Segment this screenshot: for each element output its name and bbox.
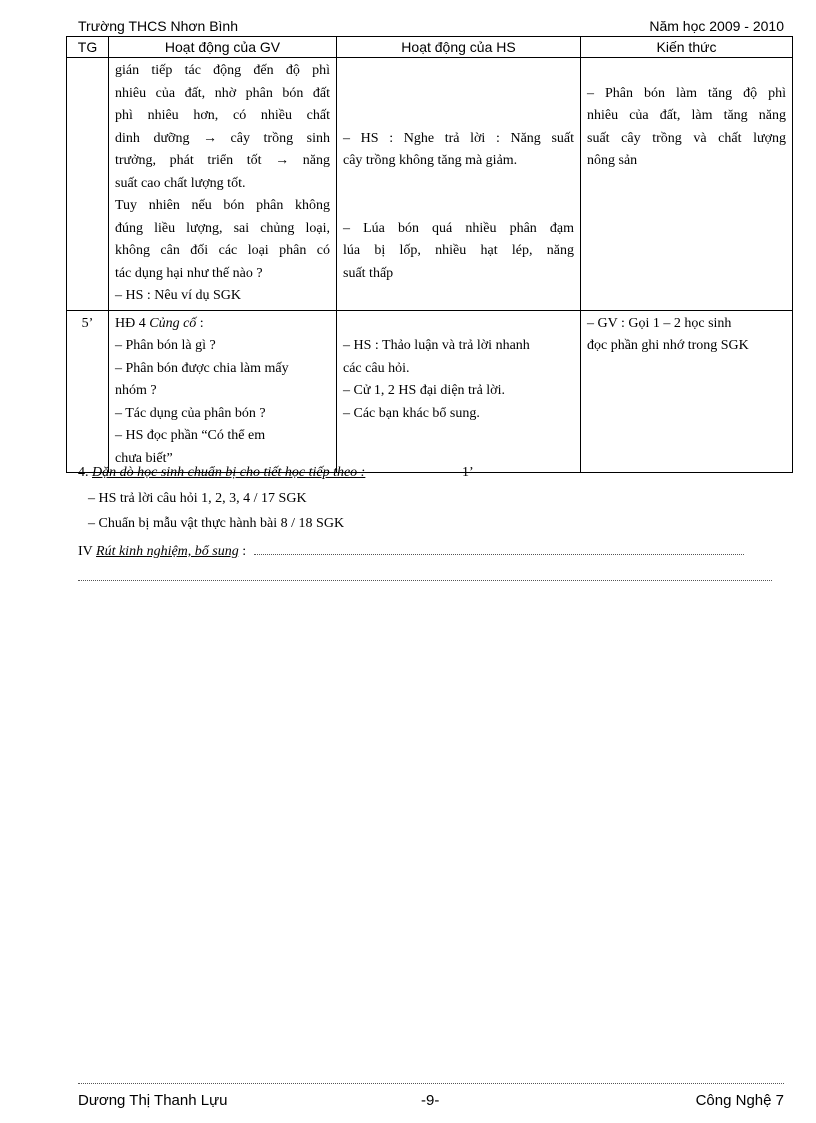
gv-line: nhiêu của đất, nhờ phân bón đất <box>115 85 330 101</box>
hs-line: suất thấp <box>343 265 394 281</box>
gv-title: HĐ 4 Củng cố : <box>115 315 204 331</box>
gv-line: – Phân bón là gì ? <box>115 338 216 353</box>
page-footer <box>78 1092 784 1114</box>
section-4-item: – HS trả lời câu hỏi 1, 2, 3, 4 / 17 SGK <box>88 491 307 506</box>
fill-in-line <box>254 554 744 555</box>
section-4-title: Dặn dò học sinh chuẩn bị cho tiết học tiếp theo : <box>92 465 366 480</box>
col-header-gv: Hoạt động của GV <box>109 37 337 58</box>
table-row <box>67 310 793 473</box>
page-number: -9- <box>421 1092 440 1109</box>
author-name: Dương Thị Thanh Lựu <box>78 1092 228 1109</box>
gv-line: – HS đọc phần “Có thể em <box>115 428 266 443</box>
school-name: Trường THCS Nhơn Bình <box>78 18 239 34</box>
section-4-time: 1’ <box>462 465 474 480</box>
page-header <box>78 16 784 36</box>
footer-divider <box>78 1083 784 1084</box>
hs-line: – Các bạn khác bổ sung. <box>343 405 480 421</box>
kt-line: – GV : Gọi 1 – 2 học sinh <box>587 315 732 331</box>
gv-line: đúng liều lượng, sai chủng loại, <box>115 220 330 236</box>
section-iv-title: Rút kinh nghiệm, bổ sung <box>96 544 239 559</box>
cell-gv <box>109 58 337 311</box>
hs-line: lúa bị lốp, nhiều hạt lép, năng <box>343 243 574 258</box>
cell-hs <box>337 310 581 473</box>
section-iv-heading: IV Rút kinh nghiệm, bổ sung : <box>78 544 768 560</box>
cell-kt <box>581 58 793 311</box>
col-header-tg: TG <box>67 37 109 58</box>
section-4-item: – Chuẩn bị mẫu vật thực hành bài 8 / 18 SGK <box>88 516 345 531</box>
kt-line: đọc phần ghi nhớ trong SGK <box>587 338 749 353</box>
gv-line: tác dụng hại như thế nào ? <box>115 265 263 281</box>
col-header-kt: Kiến thức <box>581 37 793 58</box>
table-header-row <box>67 37 793 58</box>
kt-line: nhiêu của đất, làm tăng năng <box>587 108 786 123</box>
cell-tg: 5’ <box>67 310 109 473</box>
kt-line: suất cây trồng và chất lượng <box>587 130 786 146</box>
hs-line: – Cử 1, 2 HS đại diện trả lời. <box>343 383 505 398</box>
gv-line: – Phân bón được chia làm mấy <box>115 360 289 376</box>
fill-in-line <box>78 566 772 581</box>
hs-line: cây trồng không tăng mà giảm. <box>343 153 518 168</box>
cell-gv <box>109 310 337 473</box>
cell-kt <box>581 310 793 473</box>
school-year: Năm học 2009 - 2010 <box>649 18 784 34</box>
kt-line: nông sản <box>587 153 638 168</box>
col-header-hs: Hoạt động của HS <box>337 37 581 58</box>
table-row <box>67 58 793 311</box>
section-4-heading: 4. Dặn dò học sinh chuẩn bị cho tiết học tiếp theo : 1’ <box>78 465 474 480</box>
gv-line: – Tác dụng của phân bón ? <box>115 405 266 421</box>
gv-line: – HS : Nêu ví dụ SGK <box>115 288 242 303</box>
gv-line: phì nhiêu hơn, có nhiều chất <box>115 108 330 123</box>
lesson-table <box>66 36 793 473</box>
hs-line: – HS : Nghe trả lời : Năng suất <box>343 130 574 146</box>
gv-line: gián tiếp tác động đến độ phì <box>115 63 330 78</box>
hs-line: các câu hỏi. <box>343 360 410 376</box>
gv-line: Tuy nhiên nếu bón phân không <box>115 198 330 213</box>
gv-line: dinh dưỡng → cây trồng sinh <box>115 130 330 146</box>
cell-hs <box>337 58 581 311</box>
hs-line: – HS : Thảo luận và trả lời nhanh <box>343 338 530 353</box>
gv-line: suất cao chất lượng tốt. <box>115 175 246 191</box>
subject-name: Công Nghệ 7 <box>695 1092 784 1109</box>
gv-line: không cân đối các loại phân có <box>115 243 330 258</box>
kt-line: – Phân bón làm tăng độ phì <box>587 85 786 101</box>
hs-line: – Lúa bón quá nhiều phân đạm <box>343 220 574 236</box>
gv-line: chưa biết” <box>115 450 173 466</box>
cell-tg <box>67 58 109 311</box>
gv-line: trưởng, phát triển tốt → năng <box>115 153 330 168</box>
gv-line: nhóm ? <box>115 383 157 398</box>
